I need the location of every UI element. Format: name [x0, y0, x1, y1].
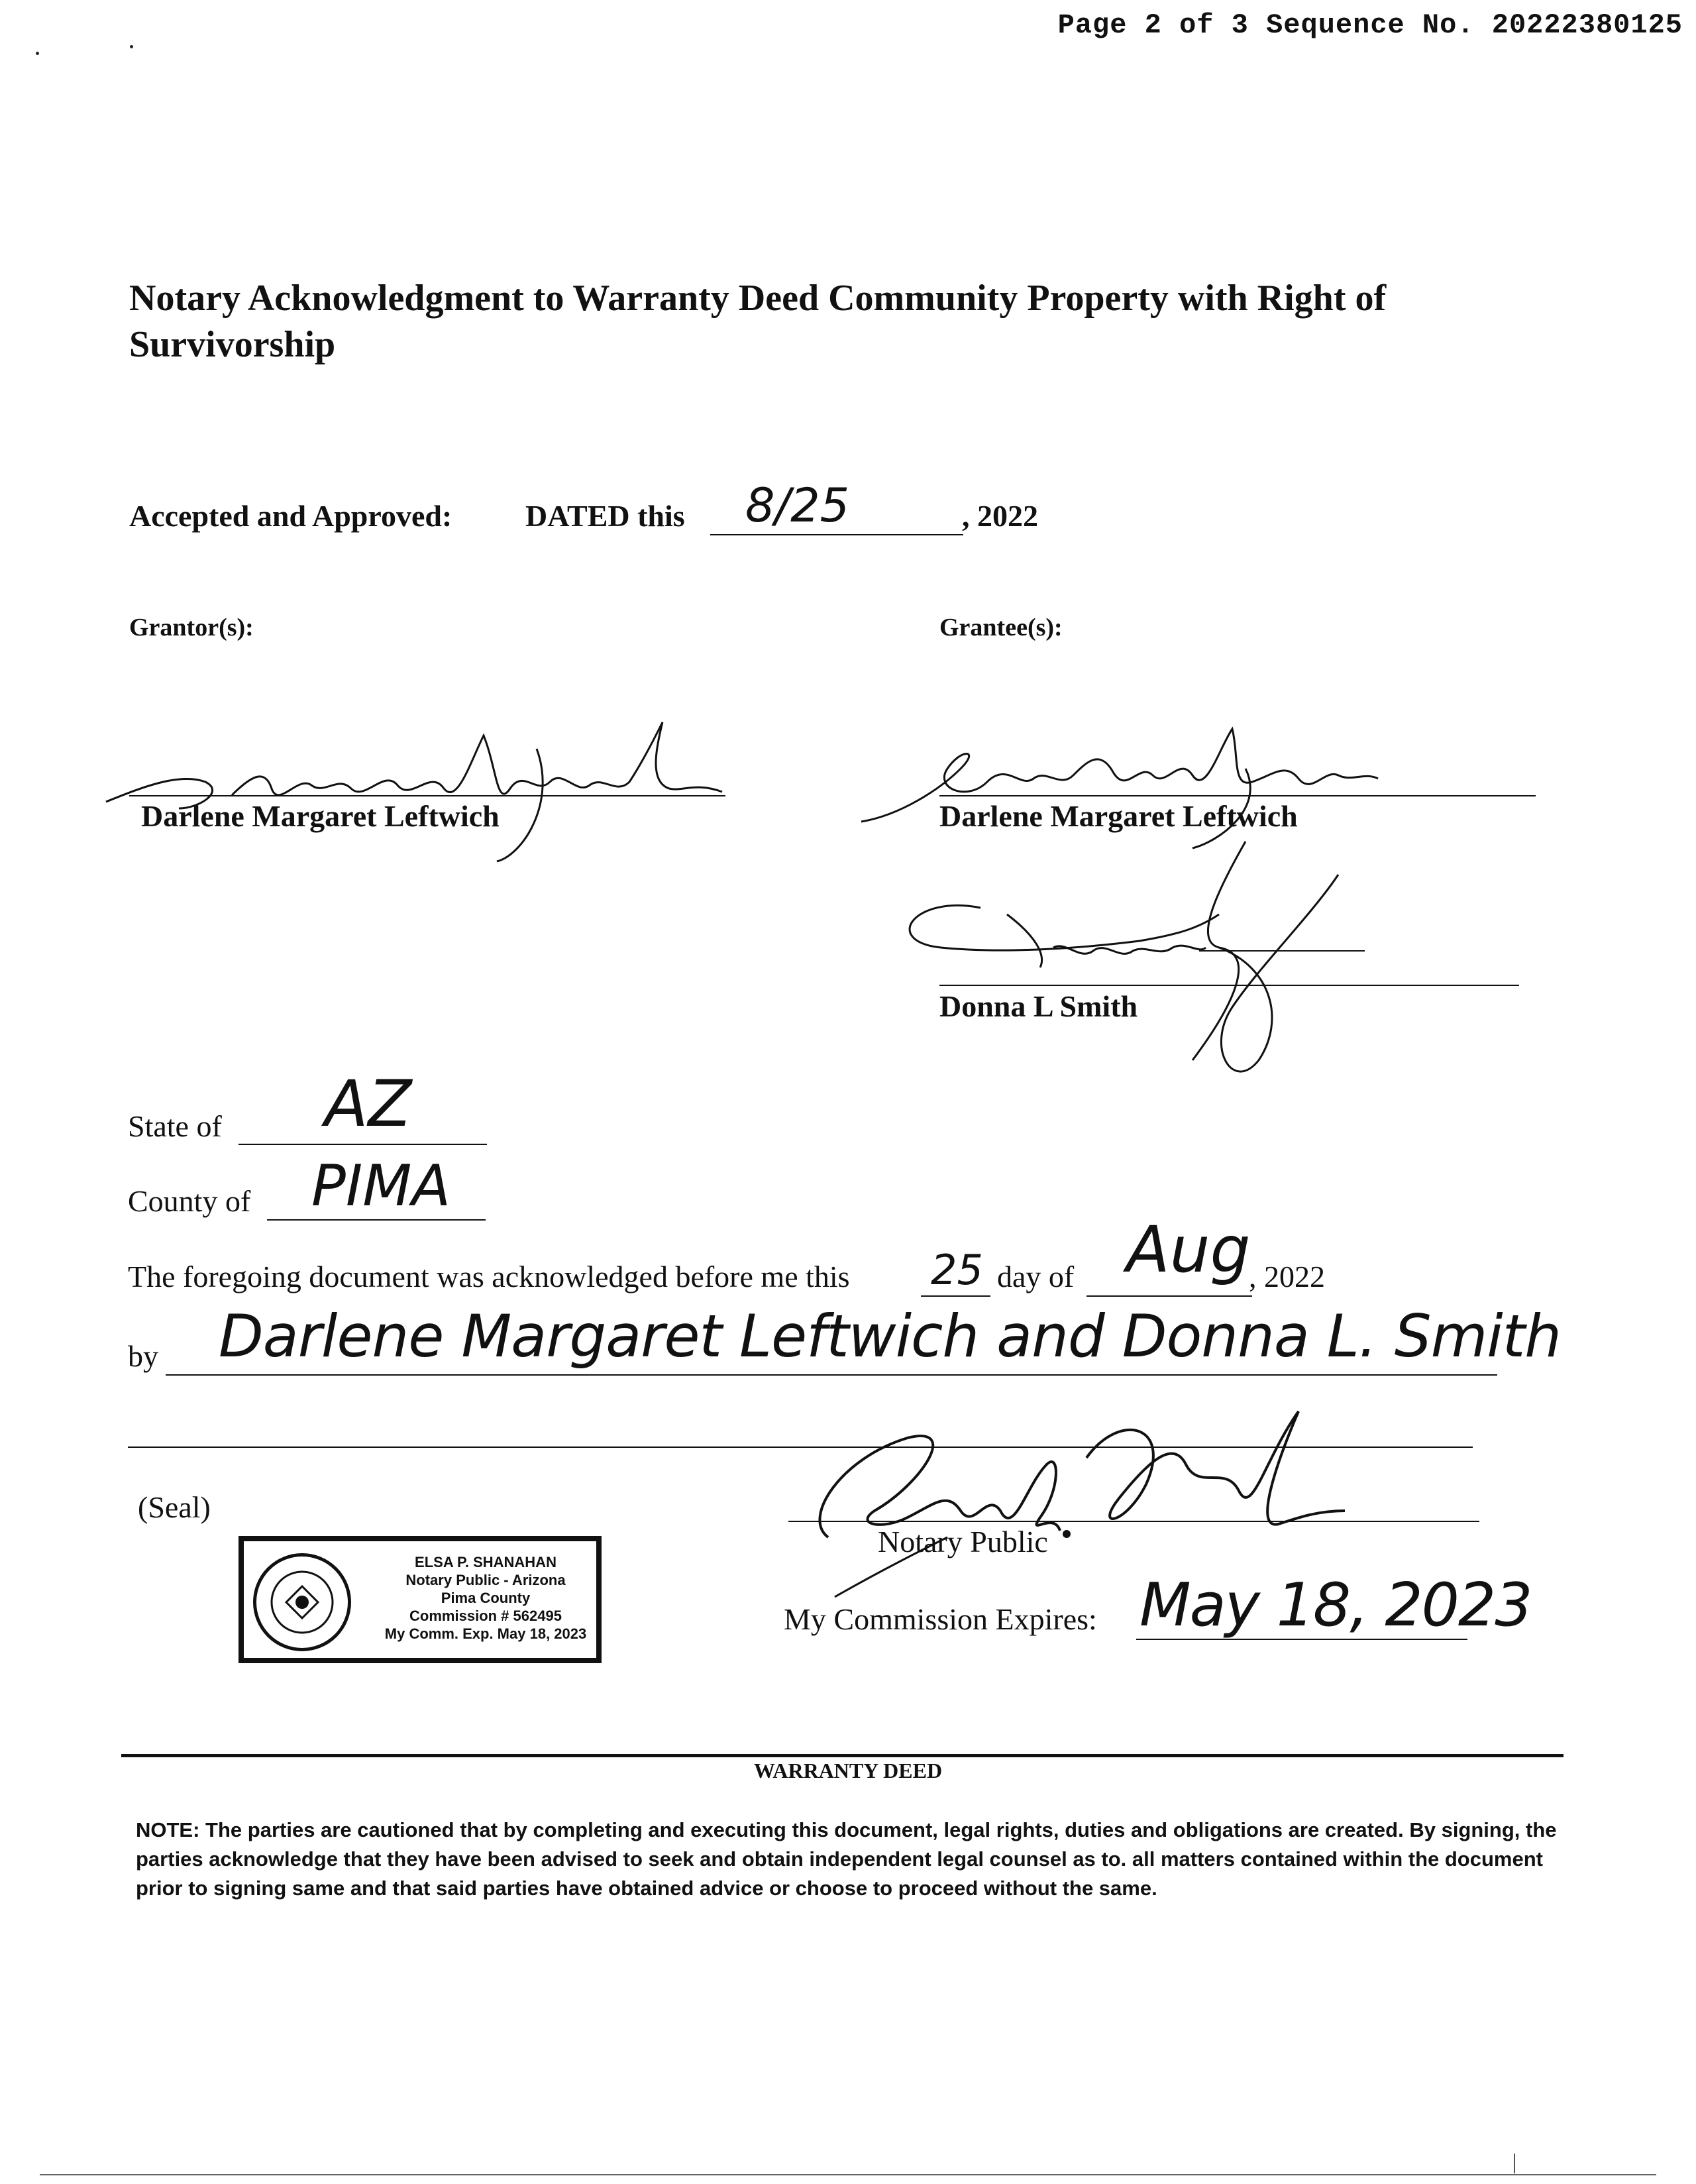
state-value: AZ [325, 1067, 412, 1141]
legal-note: NOTE: The parties are cautioned that by completing and executing this document, legal rights, duties and obligations are created. By signing, the parties acknowledge that they have been advised to seek and obtain independent legal counsel as to. all matters contained within the document prior to signing same and that said parties have obtained advice or choose to proceed without the same. [136, 1818, 1557, 1900]
notary-signature-line [788, 1521, 1479, 1522]
grantor-signature-line [129, 795, 725, 796]
grantor-label: Grantor(s): [129, 614, 254, 641]
by-label: by [128, 1339, 158, 1373]
state-label: State of [128, 1109, 222, 1143]
commission-expires-label: My Commission Expires: [784, 1602, 1097, 1636]
ack-text-1: The foregoing document was acknowledged before me this [128, 1260, 850, 1293]
seal-line-3: Pima County [441, 1590, 531, 1606]
ack-text-2: day of [997, 1260, 1075, 1293]
commission-expires-value: May 18, 2023 [1140, 1570, 1532, 1640]
grantor-signature [99, 709, 735, 868]
scan-speck [130, 45, 133, 48]
ack-year: , 2022 [1249, 1260, 1325, 1293]
seal-line-2: Notary Public - Arizona [405, 1572, 566, 1588]
dated-year: , 2022 [962, 499, 1038, 533]
notary-public-label: Notary Public [878, 1525, 1048, 1558]
notary-seal-stamp [238, 1536, 602, 1663]
document-title: Notary Acknowledgment to Warranty Deed Community Property with Right of Survivorship [129, 278, 1387, 365]
grantee-signature-line-1 [939, 795, 1536, 796]
warranty-deed-title: WARRANTY DEED [753, 1759, 943, 1782]
seal-label: (Seal) [138, 1490, 211, 1524]
grantor-name: Darlene Margaret Leftwich [141, 799, 500, 833]
seal-line-5: My Comm. Exp. May 18, 2023 [384, 1625, 587, 1642]
seal-text-block [383, 1553, 588, 1643]
bottom-scan-line [40, 2174, 1656, 2175]
accepted-approved-label: Accepted and Approved: [129, 499, 452, 533]
county-value: PIMA [311, 1153, 451, 1219]
scan-speck [36, 52, 39, 55]
county-label: County of [128, 1184, 251, 1218]
seal-line-1: ELSA P. SHANAHAN [415, 1554, 556, 1570]
by-line [166, 1374, 1497, 1376]
day-line [921, 1295, 990, 1297]
grantee-signature-line-2 [939, 985, 1519, 986]
seal-line-4: Commission # 562495 [409, 1608, 562, 1624]
date-handwritten: 8/25 [745, 478, 850, 533]
date-line [710, 534, 963, 535]
by-value: Darlene Margaret Leftwich and Donna L. Smith [219, 1302, 1562, 1370]
grantee-name-2: Donna L Smith [939, 989, 1138, 1023]
county-line [267, 1219, 486, 1221]
day-value: 25 [931, 1246, 983, 1294]
page-sequence-header: Page 2 of 3 Sequence No. 20222380125 [1057, 9, 1683, 41]
grantee-label: Grantee(s): [939, 614, 1063, 641]
section-divider [121, 1754, 1564, 1757]
bottom-scan-mark [1514, 2154, 1515, 2173]
month-line [1086, 1295, 1252, 1297]
dated-this-label: DATED this [525, 499, 685, 533]
seal-ring-graphic [253, 1553, 351, 1651]
state-line [238, 1144, 487, 1145]
month-value: Aug [1126, 1213, 1251, 1287]
grantee-signature-2 [888, 835, 1385, 1080]
grantee-name-1: Darlene Margaret Leftwich [939, 799, 1298, 833]
